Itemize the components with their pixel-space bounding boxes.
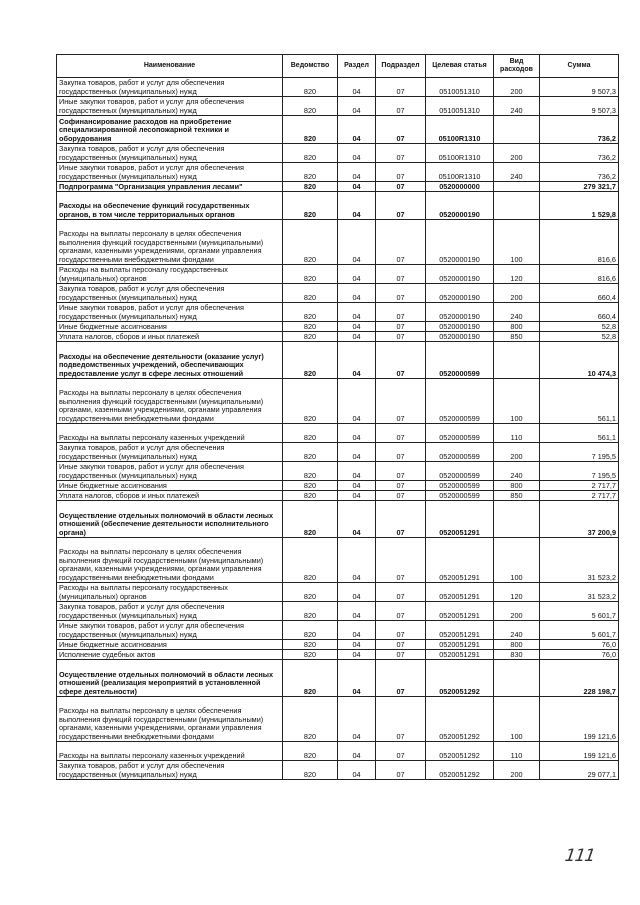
row-tselevaya-statya: 0520051291 [426,640,494,650]
row-name: Закупка товаров, работ и услуг для обеспечения государственных (муниципальных) нужд [57,602,283,621]
table-row [57,462,619,481]
row-summa: 29 077,1 [540,761,619,780]
row-summa: 31 523,2 [540,583,619,602]
row-summa: 228 198,7 [540,660,619,697]
row-tselevaya-statya: 0520051291 [426,621,494,640]
table-row [57,660,619,697]
row-tselevaya-statya: 0520051292 [426,660,494,697]
row-tselevaya-statya: 0520000190 [426,322,494,332]
row-razdel: 04 [338,78,376,97]
row-tselevaya-statya: 0520051291 [426,602,494,621]
row-vid-raskhodov: 120 [494,583,540,602]
row-tselevaya-statya: 0510051310 [426,78,494,97]
table-row [57,742,619,761]
row-summa: 2 717,7 [540,491,619,501]
row-razdel: 04 [338,265,376,284]
row-razdel: 04 [338,462,376,481]
row-summa: 816,6 [540,220,619,265]
row-razdel: 04 [338,192,376,220]
row-tselevaya-statya: 05100R1310 [426,163,494,182]
row-tselevaya-statya: 0520000190 [426,265,494,284]
row-vid-raskhodov: 830 [494,650,540,660]
row-podrazdel: 07 [376,284,426,303]
row-name: Иные закупки товаров, работ и услуг для обеспечения государственных (муниципальных) нужд [57,303,283,322]
row-razdel: 04 [338,621,376,640]
row-tselevaya-statya: 0520051292 [426,761,494,780]
row-vid-raskhodov: 200 [494,443,540,462]
row-tselevaya-statya: 0520000599 [426,424,494,443]
row-razdel: 04 [338,220,376,265]
page-number: 111 [563,846,596,866]
row-name: Иные бюджетные ассигнования [57,640,283,650]
row-vedomstvo: 820 [283,284,338,303]
row-name: Закупка товаров, работ и услуг для обеспечения государственных (муниципальных) нужд [57,78,283,97]
row-name: Иные бюджетные ассигнования [57,481,283,491]
row-summa: 31 523,2 [540,538,619,583]
row-vedomstvo: 820 [283,501,338,538]
row-razdel: 04 [338,322,376,332]
row-vedomstvo: 820 [283,602,338,621]
row-tselevaya-statya: 0520000190 [426,284,494,303]
row-vedomstvo: 820 [283,462,338,481]
row-podrazdel: 07 [376,481,426,491]
table-row [57,602,619,621]
row-vid-raskhodov: 120 [494,265,540,284]
table-row [57,583,619,602]
row-vedomstvo: 820 [283,621,338,640]
row-vedomstvo: 820 [283,303,338,322]
budget-table [56,54,619,780]
row-vid-raskhodov: 200 [494,78,540,97]
row-summa: 561,1 [540,424,619,443]
table-row [57,163,619,182]
row-razdel: 04 [338,481,376,491]
row-name: Расходы на выплаты персоналу в целях обеспечения выполнения функций государственными (муниципальными) органами, казенными учреждениями, органами управления государственными внебюджетными фондами [57,538,283,583]
row-name: Расходы на выплаты персоналу в целях обеспечения выполнения функций государственными (муниципальными) органами, казенными учреждениями, органами управления государственными внебюджетными фондами [57,220,283,265]
row-vid-raskhodov: 200 [494,602,540,621]
row-name: Расходы на выплаты персоналу в целях обеспечения выполнения функций государственными (муниципальными) органами, казенными учреждениями, органами управления государственными внебюджетными фондами [57,379,283,424]
row-tselevaya-statya: 0520000190 [426,192,494,220]
header-name: Наименование [57,55,283,78]
row-tselevaya-statya: 0520000599 [426,443,494,462]
row-vedomstvo: 820 [283,491,338,501]
row-razdel: 04 [338,424,376,443]
table-row [57,443,619,462]
row-vid-raskhodov: 240 [494,303,540,322]
row-vid-raskhodov [494,182,540,192]
row-vedomstvo: 820 [283,742,338,761]
row-name: Исполнение судебных актов [57,650,283,660]
row-summa: 816,6 [540,265,619,284]
header-vedomstvo: Ведомство [283,55,338,78]
table-row [57,192,619,220]
table-row [57,265,619,284]
table-row [57,640,619,650]
row-podrazdel: 07 [376,602,426,621]
row-vid-raskhodov: 100 [494,538,540,583]
row-podrazdel: 07 [376,322,426,332]
row-vedomstvo: 820 [283,538,338,583]
row-podrazdel: 07 [376,462,426,481]
table-row [57,501,619,538]
row-razdel: 04 [338,163,376,182]
table-row [57,424,619,443]
row-vedomstvo: 820 [283,583,338,602]
row-vid-raskhodov: 850 [494,332,540,342]
row-vedomstvo: 820 [283,640,338,650]
row-vedomstvo: 820 [283,78,338,97]
row-summa: 76,0 [540,650,619,660]
row-name: Осуществление отдельных полномочий в области лесных отношений (реализация мероприятий в установленной сфере деятельности) [57,660,283,697]
row-name: Осуществление отдельных полномочий в области лесных отношений (обеспечение деятельности исполнительного органа) [57,501,283,538]
row-razdel: 04 [338,332,376,342]
row-vid-raskhodov [494,342,540,379]
row-summa: 9 507,3 [540,78,619,97]
row-vedomstvo: 820 [283,182,338,192]
row-razdel: 04 [338,116,376,144]
row-summa: 736,2 [540,144,619,163]
row-podrazdel: 07 [376,443,426,462]
row-podrazdel: 07 [376,144,426,163]
row-podrazdel: 07 [376,78,426,97]
row-vedomstvo: 820 [283,424,338,443]
row-vid-raskhodov: 800 [494,322,540,332]
row-tselevaya-statya: 0520051291 [426,538,494,583]
row-razdel: 04 [338,97,376,116]
row-razdel: 04 [338,660,376,697]
table-row [57,144,619,163]
row-vedomstvo: 820 [283,342,338,379]
row-podrazdel: 07 [376,538,426,583]
row-vid-raskhodov: 200 [494,284,540,303]
row-podrazdel: 07 [376,501,426,538]
row-podrazdel: 07 [376,761,426,780]
table-row [57,538,619,583]
row-podrazdel: 07 [376,303,426,322]
row-vedomstvo: 820 [283,163,338,182]
row-tselevaya-statya: 0520000599 [426,462,494,481]
row-name: Расходы на обеспечение деятельности (оказание услуг) подведомственных учреждений, обеспечивающих предоставление услуг в сфере лесных отношений [57,342,283,379]
row-summa: 279 321,7 [540,182,619,192]
row-razdel: 04 [338,501,376,538]
row-vid-raskhodov: 240 [494,462,540,481]
row-razdel: 04 [338,342,376,379]
row-tselevaya-statya: 0520000599 [426,342,494,379]
row-name: Закупка товаров, работ и услуг для обеспечения государственных (муниципальных) нужд [57,443,283,462]
row-summa: 1 529,8 [540,192,619,220]
row-summa: 76,0 [540,640,619,650]
row-razdel: 04 [338,583,376,602]
row-podrazdel: 07 [376,342,426,379]
row-tselevaya-statya: 0520000000 [426,182,494,192]
row-razdel: 04 [338,538,376,583]
row-vedomstvo: 820 [283,144,338,163]
row-summa: 10 474,3 [540,342,619,379]
row-vid-raskhodov [494,660,540,697]
row-vedomstvo: 820 [283,97,338,116]
row-podrazdel: 07 [376,97,426,116]
row-podrazdel: 07 [376,583,426,602]
table-row [57,697,619,742]
row-razdel: 04 [338,303,376,322]
table-row [57,97,619,116]
row-name: Расходы на выплаты персоналу государственных (муниципальных) органов [57,265,283,284]
row-name: Уплата налогов, сборов и иных платежей [57,332,283,342]
row-razdel: 04 [338,144,376,163]
table-row [57,303,619,322]
row-summa: 5 601,7 [540,602,619,621]
row-podrazdel: 07 [376,332,426,342]
row-name: Закупка товаров, работ и услуг для обеспечения государственных (муниципальных) нужд [57,761,283,780]
row-name: Расходы на выплаты персоналу государственных (муниципальных) органов [57,583,283,602]
row-name: Иные закупки товаров, работ и услуг для обеспечения государственных (муниципальных) нужд [57,462,283,481]
row-vedomstvo: 820 [283,481,338,491]
row-summa: 7 195,5 [540,462,619,481]
row-name: Иные закупки товаров, работ и услуг для обеспечения государственных (муниципальных) нужд [57,621,283,640]
row-vid-raskhodov: 110 [494,742,540,761]
row-vid-raskhodov: 800 [494,481,540,491]
header-tselevaya-statya: Целевая статья [426,55,494,78]
row-podrazdel: 07 [376,697,426,742]
row-vedomstvo: 820 [283,697,338,742]
header-podrazdel: Подраздел [376,55,426,78]
row-vid-raskhodov: 110 [494,424,540,443]
row-tselevaya-statya: 0520051292 [426,742,494,761]
row-razdel: 04 [338,602,376,621]
row-podrazdel: 07 [376,650,426,660]
table-row [57,332,619,342]
row-vedomstvo: 820 [283,332,338,342]
row-razdel: 04 [338,182,376,192]
row-podrazdel: 07 [376,163,426,182]
row-summa: 7 195,5 [540,443,619,462]
row-razdel: 04 [338,650,376,660]
row-name: Софинансирование расходов на приобретение специализированной лесопожарной техники и оборудования [57,116,283,144]
row-podrazdel: 07 [376,182,426,192]
row-tselevaya-statya: 0520000599 [426,481,494,491]
row-vid-raskhodov: 240 [494,621,540,640]
row-vedomstvo: 820 [283,192,338,220]
row-vid-raskhodov [494,116,540,144]
row-tselevaya-statya: 0520051291 [426,583,494,602]
row-podrazdel: 07 [376,265,426,284]
row-vid-raskhodov: 800 [494,640,540,650]
row-summa: 5 601,7 [540,621,619,640]
row-razdel: 04 [338,379,376,424]
row-razdel: 04 [338,761,376,780]
table-row [57,342,619,379]
row-vid-raskhodov: 100 [494,697,540,742]
row-tselevaya-statya: 0520000599 [426,491,494,501]
row-tselevaya-statya: 05100R1310 [426,144,494,163]
row-name: Иные бюджетные ассигнования [57,322,283,332]
row-vid-raskhodov: 100 [494,379,540,424]
table-row [57,379,619,424]
row-summa: 2 717,7 [540,481,619,491]
row-summa: 736,2 [540,116,619,144]
row-name: Расходы на обеспечение функций государственных органов, в том числе территориальных органов [57,192,283,220]
table-row [57,182,619,192]
row-razdel: 04 [338,443,376,462]
row-vedomstvo: 820 [283,116,338,144]
row-tselevaya-statya: 0520000190 [426,303,494,322]
table-body [57,78,619,780]
row-tselevaya-statya: 0510051310 [426,97,494,116]
row-tselevaya-statya: 0520000190 [426,332,494,342]
table-row [57,78,619,97]
row-vedomstvo: 820 [283,265,338,284]
header-vid-raskhodov: Вид расходов [494,55,540,78]
row-vid-raskhodov [494,192,540,220]
row-vedomstvo: 820 [283,220,338,265]
row-podrazdel: 07 [376,192,426,220]
row-summa: 199 121,6 [540,742,619,761]
row-summa: 736,2 [540,163,619,182]
row-razdel: 04 [338,640,376,650]
row-summa: 660,4 [540,284,619,303]
row-razdel: 04 [338,284,376,303]
row-summa: 52,8 [540,322,619,332]
row-summa: 561,1 [540,379,619,424]
row-summa: 199 121,6 [540,697,619,742]
row-tselevaya-statya: 0520051292 [426,697,494,742]
row-name: Расходы на выплаты персоналу в целях обеспечения выполнения функций государственными (муниципальными) органами, казенными учреждениями, органами управления государственными внебюджетными фондами [57,697,283,742]
row-vid-raskhodov [494,501,540,538]
row-name: Расходы на выплаты персоналу казенных учреждений [57,742,283,761]
row-podrazdel: 07 [376,116,426,144]
row-name: Иные закупки товаров, работ и услуг для обеспечения государственных (муниципальных) нужд [57,97,283,116]
table-row [57,116,619,144]
row-podrazdel: 07 [376,424,426,443]
row-podrazdel: 07 [376,660,426,697]
row-name: Уплата налогов, сборов и иных платежей [57,491,283,501]
row-tselevaya-statya: 0520051291 [426,501,494,538]
row-summa: 9 507,3 [540,97,619,116]
header-row [57,55,619,78]
row-vedomstvo: 820 [283,322,338,332]
table-row [57,220,619,265]
row-name: Закупка товаров, работ и услуг для обеспечения государственных (муниципальных) нужд [57,284,283,303]
row-podrazdel: 07 [376,220,426,265]
row-vid-raskhodov: 100 [494,220,540,265]
row-vedomstvo: 820 [283,660,338,697]
row-tselevaya-statya: 0520051291 [426,650,494,660]
table-row [57,322,619,332]
row-tselevaya-statya: 0520000599 [426,379,494,424]
row-podrazdel: 07 [376,640,426,650]
row-razdel: 04 [338,491,376,501]
row-podrazdel: 07 [376,621,426,640]
table-row [57,621,619,640]
row-vedomstvo: 820 [283,443,338,462]
row-tselevaya-statya: 0520000190 [426,220,494,265]
budget-sheet [56,54,618,780]
row-name: Иные закупки товаров, работ и услуг для обеспечения государственных (муниципальных) нужд [57,163,283,182]
row-summa: 37 200,9 [540,501,619,538]
table-row [57,650,619,660]
header-summa: Сумма [540,55,619,78]
table-row [57,481,619,491]
row-vedomstvo: 820 [283,761,338,780]
table-row [57,491,619,501]
row-name: Закупка товаров, работ и услуг для обеспечения государственных (муниципальных) нужд [57,144,283,163]
row-vid-raskhodov: 200 [494,144,540,163]
row-name: Расходы на выплаты персоналу казенных учреждений [57,424,283,443]
row-tselevaya-statya: 05100R1310 [426,116,494,144]
row-podrazdel: 07 [376,379,426,424]
row-vid-raskhodov: 240 [494,163,540,182]
row-summa: 52,8 [540,332,619,342]
row-vedomstvo: 820 [283,379,338,424]
row-razdel: 04 [338,697,376,742]
row-vid-raskhodov: 850 [494,491,540,501]
row-razdel: 04 [338,742,376,761]
header-razdel: Раздел [338,55,376,78]
row-vid-raskhodov: 240 [494,97,540,116]
row-name: Подпрограмма "Организация управления лесами" [57,182,283,192]
row-podrazdel: 07 [376,491,426,501]
row-podrazdel: 07 [376,742,426,761]
table-row [57,761,619,780]
row-summa: 660,4 [540,303,619,322]
row-vedomstvo: 820 [283,650,338,660]
table-row [57,284,619,303]
row-vid-raskhodov: 200 [494,761,540,780]
